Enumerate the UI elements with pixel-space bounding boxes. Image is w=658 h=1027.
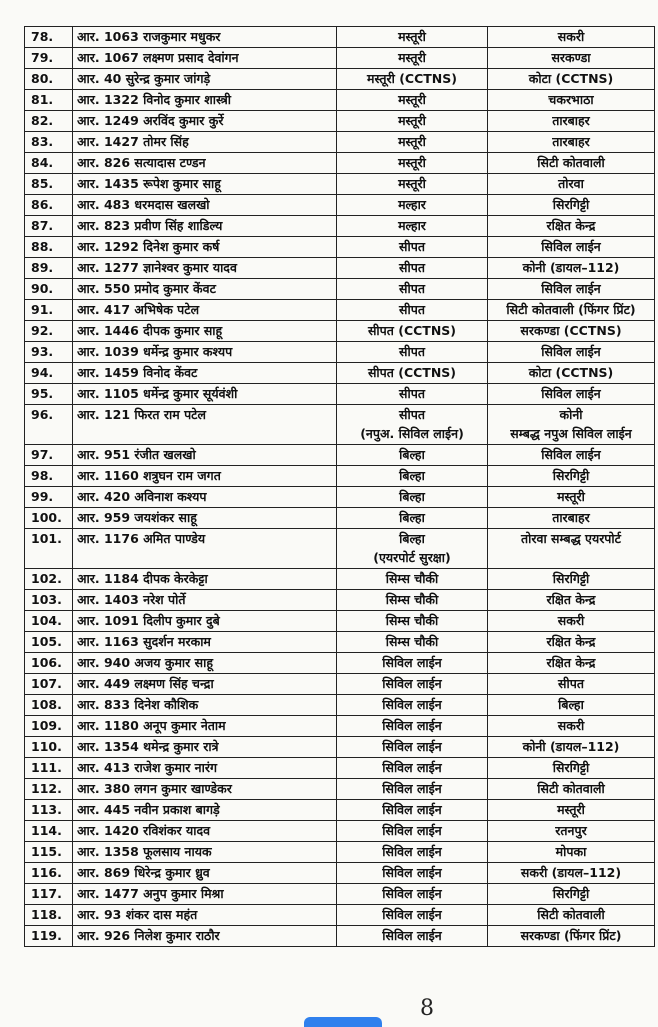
employee-name: आर. 93 शंकर दास महंत [73,905,337,926]
from-location: सिविल लाईन [337,653,488,674]
employee-name: आर. 1163 सुदर्शन मरकाम [73,632,337,653]
from-location-line1: सीपत [399,407,425,422]
employee-name: आर. 1176 अमित पाण्डेय [73,529,337,569]
serial-number: 108. [25,695,73,716]
to-location: सिरगिट्टी [488,569,655,590]
from-location-line1: बिल्हा [399,531,425,546]
employee-name: आर. 380 लगन कुमार खाण्डेकर [73,779,337,800]
employee-name: आर. 959 जयशंकर साहू [73,508,337,529]
table-row [25,863,655,884]
employee-name: आर. 417 अभिषेक पटेल [73,300,337,321]
table-row [25,174,655,195]
from-location: बिल्हा [337,466,488,487]
serial-number: 78. [25,27,73,48]
from-location: सिविल लाईन [337,695,488,716]
from-location: सिविल लाईन [337,905,488,926]
from-location: सिविल लाईन [337,842,488,863]
employee-name: आर. 926 निलेश कुमार राठौर [73,926,337,947]
table-row [25,926,655,947]
to-location: सकरी (डायल–112) [488,863,655,884]
from-location: बिल्हा [337,445,488,466]
employee-name: आर. 823 प्रवीण सिंह शाडिल्य [73,216,337,237]
to-location: सिविल लाईन [488,237,655,258]
to-location: सिटी कोतवाली [488,779,655,800]
to-location [488,529,655,569]
serial-number: 85. [25,174,73,195]
employee-name: आर. 1420 रविशंकर यादव [73,821,337,842]
table-row [25,445,655,466]
serial-number: 91. [25,300,73,321]
serial-number: 90. [25,279,73,300]
employee-name: आर. 1105 धर्मेन्द्र कुमार सूर्यवंशी [73,384,337,405]
employee-name: आर. 1354 थमेन्द्र कुमार रात्रे [73,737,337,758]
serial-number: 86. [25,195,73,216]
serial-number: 117. [25,884,73,905]
from-location: मस्तूरी [337,111,488,132]
from-location: सिविल लाईन [337,863,488,884]
serial-number: 87. [25,216,73,237]
table-row [25,758,655,779]
from-location: मस्तूरी [337,153,488,174]
from-location: सीपत [337,279,488,300]
serial-number: 89. [25,258,73,279]
serial-number: 81. [25,90,73,111]
to-location: सरकण्डा (फिंगर प्रिंट) [488,926,655,947]
from-location: सीपत [337,300,488,321]
table-row [25,529,655,569]
to-location-line1: तोरवा सम्बद्ध एयरपोर्ट [521,531,621,546]
serial-number: 98. [25,466,73,487]
serial-number: 110. [25,737,73,758]
from-location: सिम्स चौकी [337,611,488,632]
employee-name: आर. 1459 विनोद केंवट [73,363,337,384]
employee-name: आर. 1292 दिनेश कुमार कर्ष [73,237,337,258]
table-row [25,737,655,758]
table-row [25,821,655,842]
serial-number: 94. [25,363,73,384]
to-location: सरकण्डा [488,48,655,69]
serial-number: 84. [25,153,73,174]
table-body-c [25,569,655,947]
to-location: कोटा (CCTNS) [488,69,655,90]
employee-name: आर. 833 दिनेश कौशिक [73,695,337,716]
employee-name: आर. 413 राजेश कुमार नारंग [73,758,337,779]
serial-number: 114. [25,821,73,842]
from-location-line2: (एयरपोर्ट सुरक्षा) [373,550,451,565]
from-location: मस्तूरी (CCTNS) [337,69,488,90]
to-location: सिविल लाईन [488,384,655,405]
serial-number: 103. [25,590,73,611]
table-row [25,590,655,611]
to-location: चकरभाठा [488,90,655,111]
employee-name: आर. 1039 धर्मेन्द्र कुमार कश्यप [73,342,337,363]
table-row [25,258,655,279]
to-location: सिविल लाईन [488,342,655,363]
employee-name: आर. 869 धिरेन्द्र कुमार ध्रुव [73,863,337,884]
table-row [25,487,655,508]
employee-name: आर. 1322 विनोद कुमार शास्त्री [73,90,337,111]
table-row [25,216,655,237]
serial-number: 96. [25,405,73,445]
table-row [25,321,655,342]
from-location: मस्तूरी [337,90,488,111]
table-row [25,611,655,632]
serial-number: 113. [25,800,73,821]
from-location: सिविल लाईन [337,716,488,737]
employee-name: आर. 483 धरमदास खलखो [73,195,337,216]
to-location: सिविल लाईन [488,279,655,300]
to-location: तारबाहर [488,111,655,132]
to-location: तारबाहर [488,132,655,153]
from-location: मस्तूरी [337,132,488,153]
from-location-line2: (नपुअ. सिविल लाईन) [360,426,464,441]
employee-name: आर. 1277 ज्ञानेश्वर कुमार यादव [73,258,337,279]
employee-name: आर. 1180 अनूप कुमार नेताम [73,716,337,737]
to-location: कोनी (डायल–112) [488,737,655,758]
from-location: सिविल लाईन [337,926,488,947]
from-location: सिविल लाईन [337,800,488,821]
from-location: सिविल लाईन [337,674,488,695]
employee-name: आर. 1477 अनुप कुमार मिश्रा [73,884,337,905]
table-row [25,384,655,405]
table-row [25,237,655,258]
to-location: मस्तूरी [488,487,655,508]
employee-name: आर. 40 सुरेन्द्र कुमार जांगड़े [73,69,337,90]
employee-name: आर. 1403 नरेश पोर्ते [73,590,337,611]
to-location: सिरगिट्टी [488,758,655,779]
employee-name: आर. 940 अजय कुमार साहू [73,653,337,674]
transfer-list-sheet [24,26,655,947]
employee-name: आर. 1358 फूलसाय नायक [73,842,337,863]
serial-number: 100. [25,508,73,529]
table-row [25,27,655,48]
scroll-indicator [304,1017,382,1027]
employee-name: आर. 449 लक्ष्मण सिंह चन्द्रा [73,674,337,695]
table-row [25,342,655,363]
to-location: सरकण्डा (CCTNS) [488,321,655,342]
table-row [25,842,655,863]
serial-number: 105. [25,632,73,653]
to-location: रक्षित केन्द्र [488,590,655,611]
employee-name: आर. 550 प्रमोद कुमार केंवट [73,279,337,300]
from-location: मस्तूरी [337,27,488,48]
table-row [25,69,655,90]
employee-name: आर. 121 फिरत राम पटेल [73,405,337,445]
from-location [337,405,488,445]
to-location: बिल्हा [488,695,655,716]
table-row [25,800,655,821]
table-row [25,716,655,737]
to-location-line1: कोनी [559,407,583,422]
table-row [25,695,655,716]
serial-number: 97. [25,445,73,466]
serial-number: 92. [25,321,73,342]
table-row [25,779,655,800]
table-row [25,153,655,174]
serial-number: 101. [25,529,73,569]
table-row [25,653,655,674]
serial-number: 95. [25,384,73,405]
employee-name: आर. 1091 दिलीप कुमार दुबे [73,611,337,632]
to-location: मोपका [488,842,655,863]
from-location: सिम्स चौकी [337,590,488,611]
to-location: रक्षित केन्द्र [488,653,655,674]
serial-number: 82. [25,111,73,132]
to-location: सकरी [488,611,655,632]
serial-number: 93. [25,342,73,363]
serial-number: 79. [25,48,73,69]
table-row [25,195,655,216]
table-row [25,363,655,384]
table-body-a [25,27,655,405]
from-location: सीपत [337,384,488,405]
transfer-table [24,26,655,947]
to-location: कोनी (डायल–112) [488,258,655,279]
to-location: सिटी कोतवाली [488,905,655,926]
employee-name: आर. 420 अविनाश कश्यप [73,487,337,508]
employee-name: आर. 1249 अरविंद कुमार कुर्रे [73,111,337,132]
handwritten-mark: 8 [420,996,434,1021]
table-body-row101 [25,529,655,569]
table-row [25,674,655,695]
serial-number: 83. [25,132,73,153]
table-row [25,508,655,529]
serial-number: 112. [25,779,73,800]
to-location: सिरगिट्टी [488,884,655,905]
to-location: सिटी कोतवाली (फिंगर प्रिंट) [488,300,655,321]
to-location: सिविल लाईन [488,445,655,466]
from-location: मल्हार [337,195,488,216]
employee-name: आर. 1184 दीपक केरकेट्टा [73,569,337,590]
from-location: मस्तूरी [337,48,488,69]
to-location: सिरगिट्टी [488,466,655,487]
to-location [488,405,655,445]
table-row [25,405,655,445]
table-row [25,111,655,132]
serial-number: 111. [25,758,73,779]
serial-number: 80. [25,69,73,90]
serial-number: 88. [25,237,73,258]
table-body-row96 [25,405,655,445]
from-location: सिविल लाईन [337,779,488,800]
table-row [25,569,655,590]
to-location: सिरगिट्टी [488,195,655,216]
employee-name: आर. 1160 शत्रुघन राम जगत [73,466,337,487]
serial-number: 99. [25,487,73,508]
serial-number: 102. [25,569,73,590]
from-location: मस्तूरी [337,174,488,195]
from-location: सिविल लाईन [337,758,488,779]
to-location: तारबाहर [488,508,655,529]
to-location: सिटी कोतवाली [488,153,655,174]
from-location: बिल्हा [337,508,488,529]
to-location-line2: सम्बद्ध नपुअ सिविल लाईन [510,426,632,441]
employee-name: आर. 1063 राजकुमार मधुकर [73,27,337,48]
from-location: सीपत (CCTNS) [337,321,488,342]
from-location: सिम्स चौकी [337,569,488,590]
serial-number: 104. [25,611,73,632]
serial-number: 115. [25,842,73,863]
from-location: सीपत [337,258,488,279]
from-location [337,529,488,569]
employee-name: आर. 1446 दीपक कुमार साहू [73,321,337,342]
to-location: रतनपुर [488,821,655,842]
table-row [25,90,655,111]
to-location: रक्षित केन्द्र [488,632,655,653]
employee-name: आर. 826 सत्यादास टण्डन [73,153,337,174]
serial-number: 109. [25,716,73,737]
to-location: तोरवा [488,174,655,195]
table-row [25,48,655,69]
table-body-b [25,445,655,529]
from-location: मल्हार [337,216,488,237]
serial-number: 118. [25,905,73,926]
employee-name: आर. 1067 लक्ष्मण प्रसाद देवांगन [73,48,337,69]
from-location: सिम्स चौकी [337,632,488,653]
to-location: सीपत [488,674,655,695]
serial-number: 116. [25,863,73,884]
table-row [25,905,655,926]
table-row [25,279,655,300]
serial-number: 106. [25,653,73,674]
employee-name: आर. 445 नवीन प्रकाश बागड़े [73,800,337,821]
employee-name: आर. 1435 रूपेश कुमार साहू [73,174,337,195]
table-row [25,300,655,321]
serial-number: 119. [25,926,73,947]
to-location: सकरी [488,27,655,48]
from-location: सिविल लाईन [337,821,488,842]
table-row [25,632,655,653]
table-row [25,466,655,487]
to-location: सकरी [488,716,655,737]
from-location: बिल्हा [337,487,488,508]
employee-name: आर. 951 रंजीत खलखो [73,445,337,466]
to-location: मस्तूरी [488,800,655,821]
serial-number: 107. [25,674,73,695]
table-row [25,884,655,905]
from-location: सीपत (CCTNS) [337,363,488,384]
employee-name: आर. 1427 तोमर सिंह [73,132,337,153]
from-location: सिविल लाईन [337,884,488,905]
to-location: कोटा (CCTNS) [488,363,655,384]
from-location: सीपत [337,342,488,363]
to-location: रक्षित केन्द्र [488,216,655,237]
from-location: सीपत [337,237,488,258]
table-row [25,132,655,153]
from-location: सिविल लाईन [337,737,488,758]
